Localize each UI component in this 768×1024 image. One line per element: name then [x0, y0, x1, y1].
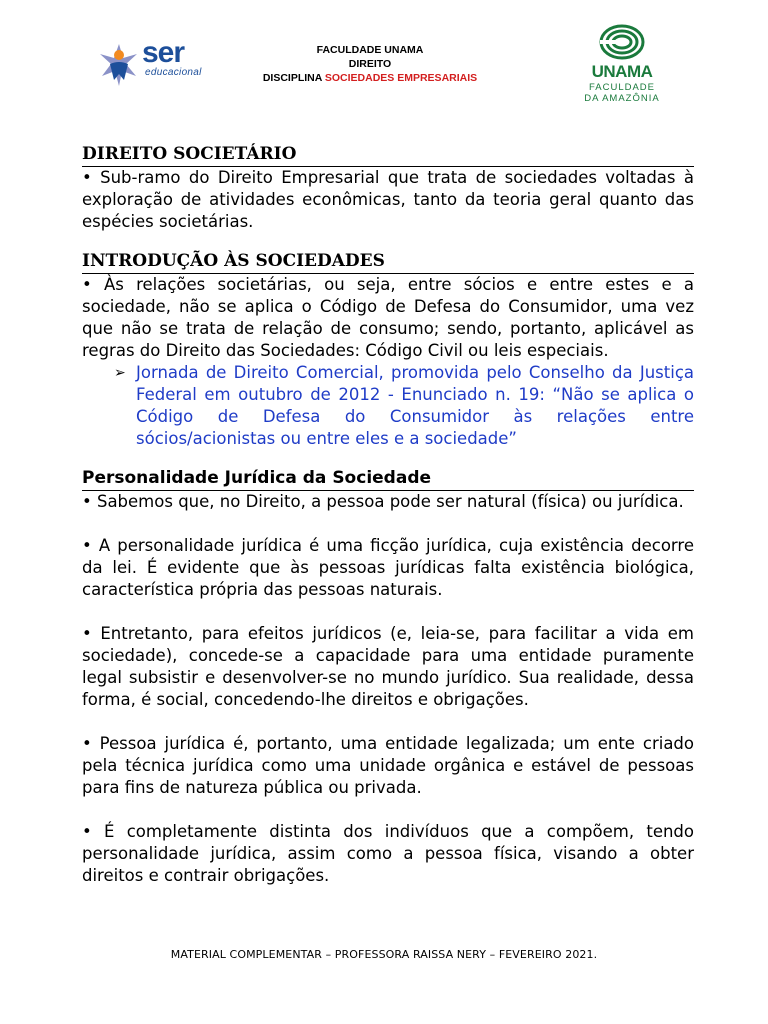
unama-logo-subtext-1: FACULDADE	[588, 82, 655, 93]
quote-text: Jornada de Direito Comercial, promovida pelo Conselho da Justiça Federal em outubro de 2012 - Enunciado n. 19: “Não se aplica o Código de Defesa do Consumidor às relações entre sócios/acionistas ou entre eles e a sociedade”	[136, 363, 694, 448]
spacer	[82, 711, 694, 733]
ser-star-icon	[96, 42, 142, 88]
page-footer: MATERIAL COMPLEMENTAR – PROFESSORA RAISSA NERY – FEVEREIRO 2021.	[170, 948, 598, 961]
ser-logo-subtext: educacional	[145, 67, 202, 78]
section-title-introducao: INTRODUÇÃO ÀS SOCIEDADES	[82, 250, 694, 274]
spacer	[82, 601, 694, 623]
spacer	[82, 233, 694, 250]
unama-logo-text: UNAMA	[591, 62, 653, 81]
header-institution	[230, 43, 510, 85]
discipline-prefix: DISCIPLINA	[262, 72, 325, 84]
unama-logo-subtext-2: DA AMAZÔNIA	[584, 93, 660, 104]
ser-educacional-logo	[96, 36, 206, 88]
institution-name: FACULDADE UNAMA	[316, 44, 424, 56]
document-body	[82, 143, 694, 887]
spacer	[82, 513, 694, 535]
spacer	[82, 450, 694, 467]
paragraph: • A personalidade jurídica é uma ficção jurídica, cuja existência decorre da lei. É evidente que às pessoas jurídicas falta existência biológica, característica própria das pessoas naturais.	[82, 536, 694, 599]
spacer	[82, 799, 694, 821]
paragraph: • Sabemos que, no Direito, a pessoa pode ser natural (física) ou jurídica.	[82, 492, 684, 511]
page-header	[0, 0, 768, 115]
ser-logo-text: ser	[142, 36, 185, 69]
section-title-direito-societario: DIREITO SOCIETÁRIO	[82, 143, 694, 167]
unama-emblem-icon	[598, 24, 646, 60]
quote-bullet	[82, 362, 694, 450]
unama-logo	[584, 24, 660, 104]
arrow-bullet-icon: ➢	[114, 365, 126, 381]
paragraph: • É completamente distinta dos indivíduos que a compõem, tendo personalidade jurídica, assim como a pessoa física, visando a obter direitos e contrair obrigações.	[82, 822, 694, 885]
paragraph: • Às relações societárias, ou seja, entre sócios e entre estes e a sociedade, não se aplica o Código de Defesa do Consumidor, uma vez que não se trata de relação de consumo; sendo, portanto, aplicável as regras do Direito das Sociedades: Código Civil ou leis especiais.	[82, 275, 694, 360]
section-title-personalidade: Personalidade Jurídica da Sociedade	[82, 467, 694, 491]
paragraph: • Pessoa jurídica é, portanto, uma entidade legalizada; um ente criado pela técnica jurídica como uma unidade orgânica e estável de pessoas para fins de natureza pública ou privada.	[82, 734, 694, 797]
discipline-name: SOCIEDADES EMPRESARIAIS	[324, 72, 478, 84]
paragraph: • Entretanto, para efeitos jurídicos (e, leia-se, para facilitar a vida em sociedade), concede-se a capacidade para uma entidade puramente legal subsistir e desenvolver-se no mundo jurídico. Sua realidade, dessa forma, é social, concedendo-lhe direitos e obrigações.	[82, 624, 694, 709]
discipline-line	[230, 71, 510, 85]
paragraph: • Sub-ramo do Direito Empresarial que trata de sociedades voltadas à exploração de atividades econômicas, tanto da teoria geral quanto das espécies societárias.	[82, 168, 694, 231]
course-name: DIREITO	[348, 58, 392, 70]
